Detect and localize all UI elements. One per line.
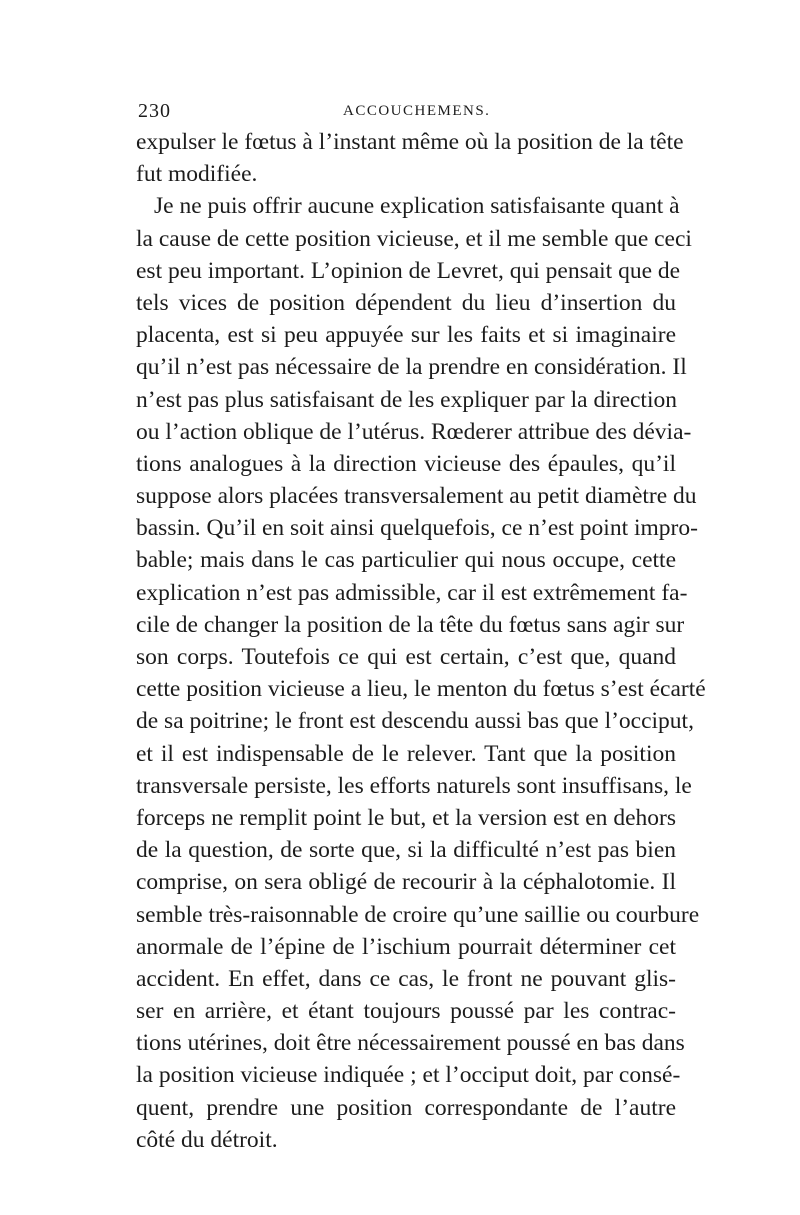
- text-line: la cause de cette position vicieuse, et il me semble que ceci: [136, 225, 692, 252]
- text-line: tels vices de position dépendent du lieu d’insertion du: [136, 289, 676, 316]
- text-line: ser en arrière, et étant toujours poussé par les contrac-: [136, 998, 676, 1025]
- text-line: la position vicieuse indiquée ; et l’occiput doit, par consé-: [136, 1062, 681, 1089]
- running-title: ACCOUCHEMENS.: [343, 103, 491, 119]
- text-line: semble très-raisonnable de croire qu’une saillie ou courbure: [136, 901, 700, 928]
- text-line: transversale persiste, les efforts naturels sont insuffisans, le: [136, 772, 692, 799]
- text-line: expulser le fœtus à l’instant même où la position de la tête: [136, 129, 684, 155]
- text-line: fut modifiée.: [136, 161, 258, 188]
- text-line: qu’il n’est pas nécessaire de la prendre en considération. Il: [136, 354, 687, 381]
- text-line: quent, prendre une position correspondante de l’autre: [136, 1094, 676, 1121]
- text-line: de sa poitrine; le front est descendu aussi bas que l’occiput,: [136, 708, 694, 735]
- paragraph-first-line: Je ne puis offrir aucune explication satisfaisante quant à: [154, 193, 680, 220]
- text-line: n’est pas plus satisfaisant de les expliquer par la direction: [136, 386, 677, 413]
- text-line: tions analogues à la direction vicieuse des épaules, qu’il: [136, 450, 676, 477]
- text-line: est peu important. L’opinion de Levret, qui pensait que de: [136, 257, 681, 284]
- text-line: et il est indispensable de le relever. Tant que la position: [136, 740, 676, 767]
- text-line: de la question, de sorte que, si la difficulté n’est pas bien: [136, 837, 676, 864]
- text-line: forceps ne remplit point le but, et la version est en dehors: [136, 804, 676, 831]
- text-line: cile de changer la position de la tête du fœtus sans agir sur: [136, 611, 685, 638]
- text-line: tions utérines, doit être nécessairement poussé en bas dans: [136, 1030, 685, 1057]
- text-line: accident. En effet, dans ce cas, le front ne pouvant glis-: [136, 965, 676, 992]
- text-line: bassin. Qu’il en soit ainsi quelquefois, ce n’est point impro-: [136, 515, 698, 542]
- text-line: comprise, on sera obligé de recourir à la céphalotomie. Il: [136, 869, 676, 896]
- body-text: [136, 126, 706, 1156]
- text-line: anormale de l’épine de l’ischium pourrait déterminer cet: [136, 933, 676, 960]
- text-line: son corps. Toutefois ce qui est certain, c’est que, quand: [136, 644, 676, 670]
- text-line: explication n’est pas admissible, car il est extrêmement fa-: [136, 579, 688, 606]
- text-line: bable; mais dans le cas particulier qui nous occupe, cette: [136, 547, 676, 574]
- text-line: ou l’action oblique de l’utérus. Rœderer attribue des dévia-: [136, 418, 692, 445]
- text-line: placenta, est si peu appuyée sur les faits et si imaginaire: [136, 322, 676, 349]
- page-number: 230: [138, 100, 171, 122]
- text-line: cette position vicieuse a lieu, le menton du fœtus s’est écarté: [136, 676, 706, 703]
- text-line: suppose alors placées transversalement au petit diamètre du: [136, 483, 697, 510]
- text-line: côté du détroit.: [136, 1126, 278, 1153]
